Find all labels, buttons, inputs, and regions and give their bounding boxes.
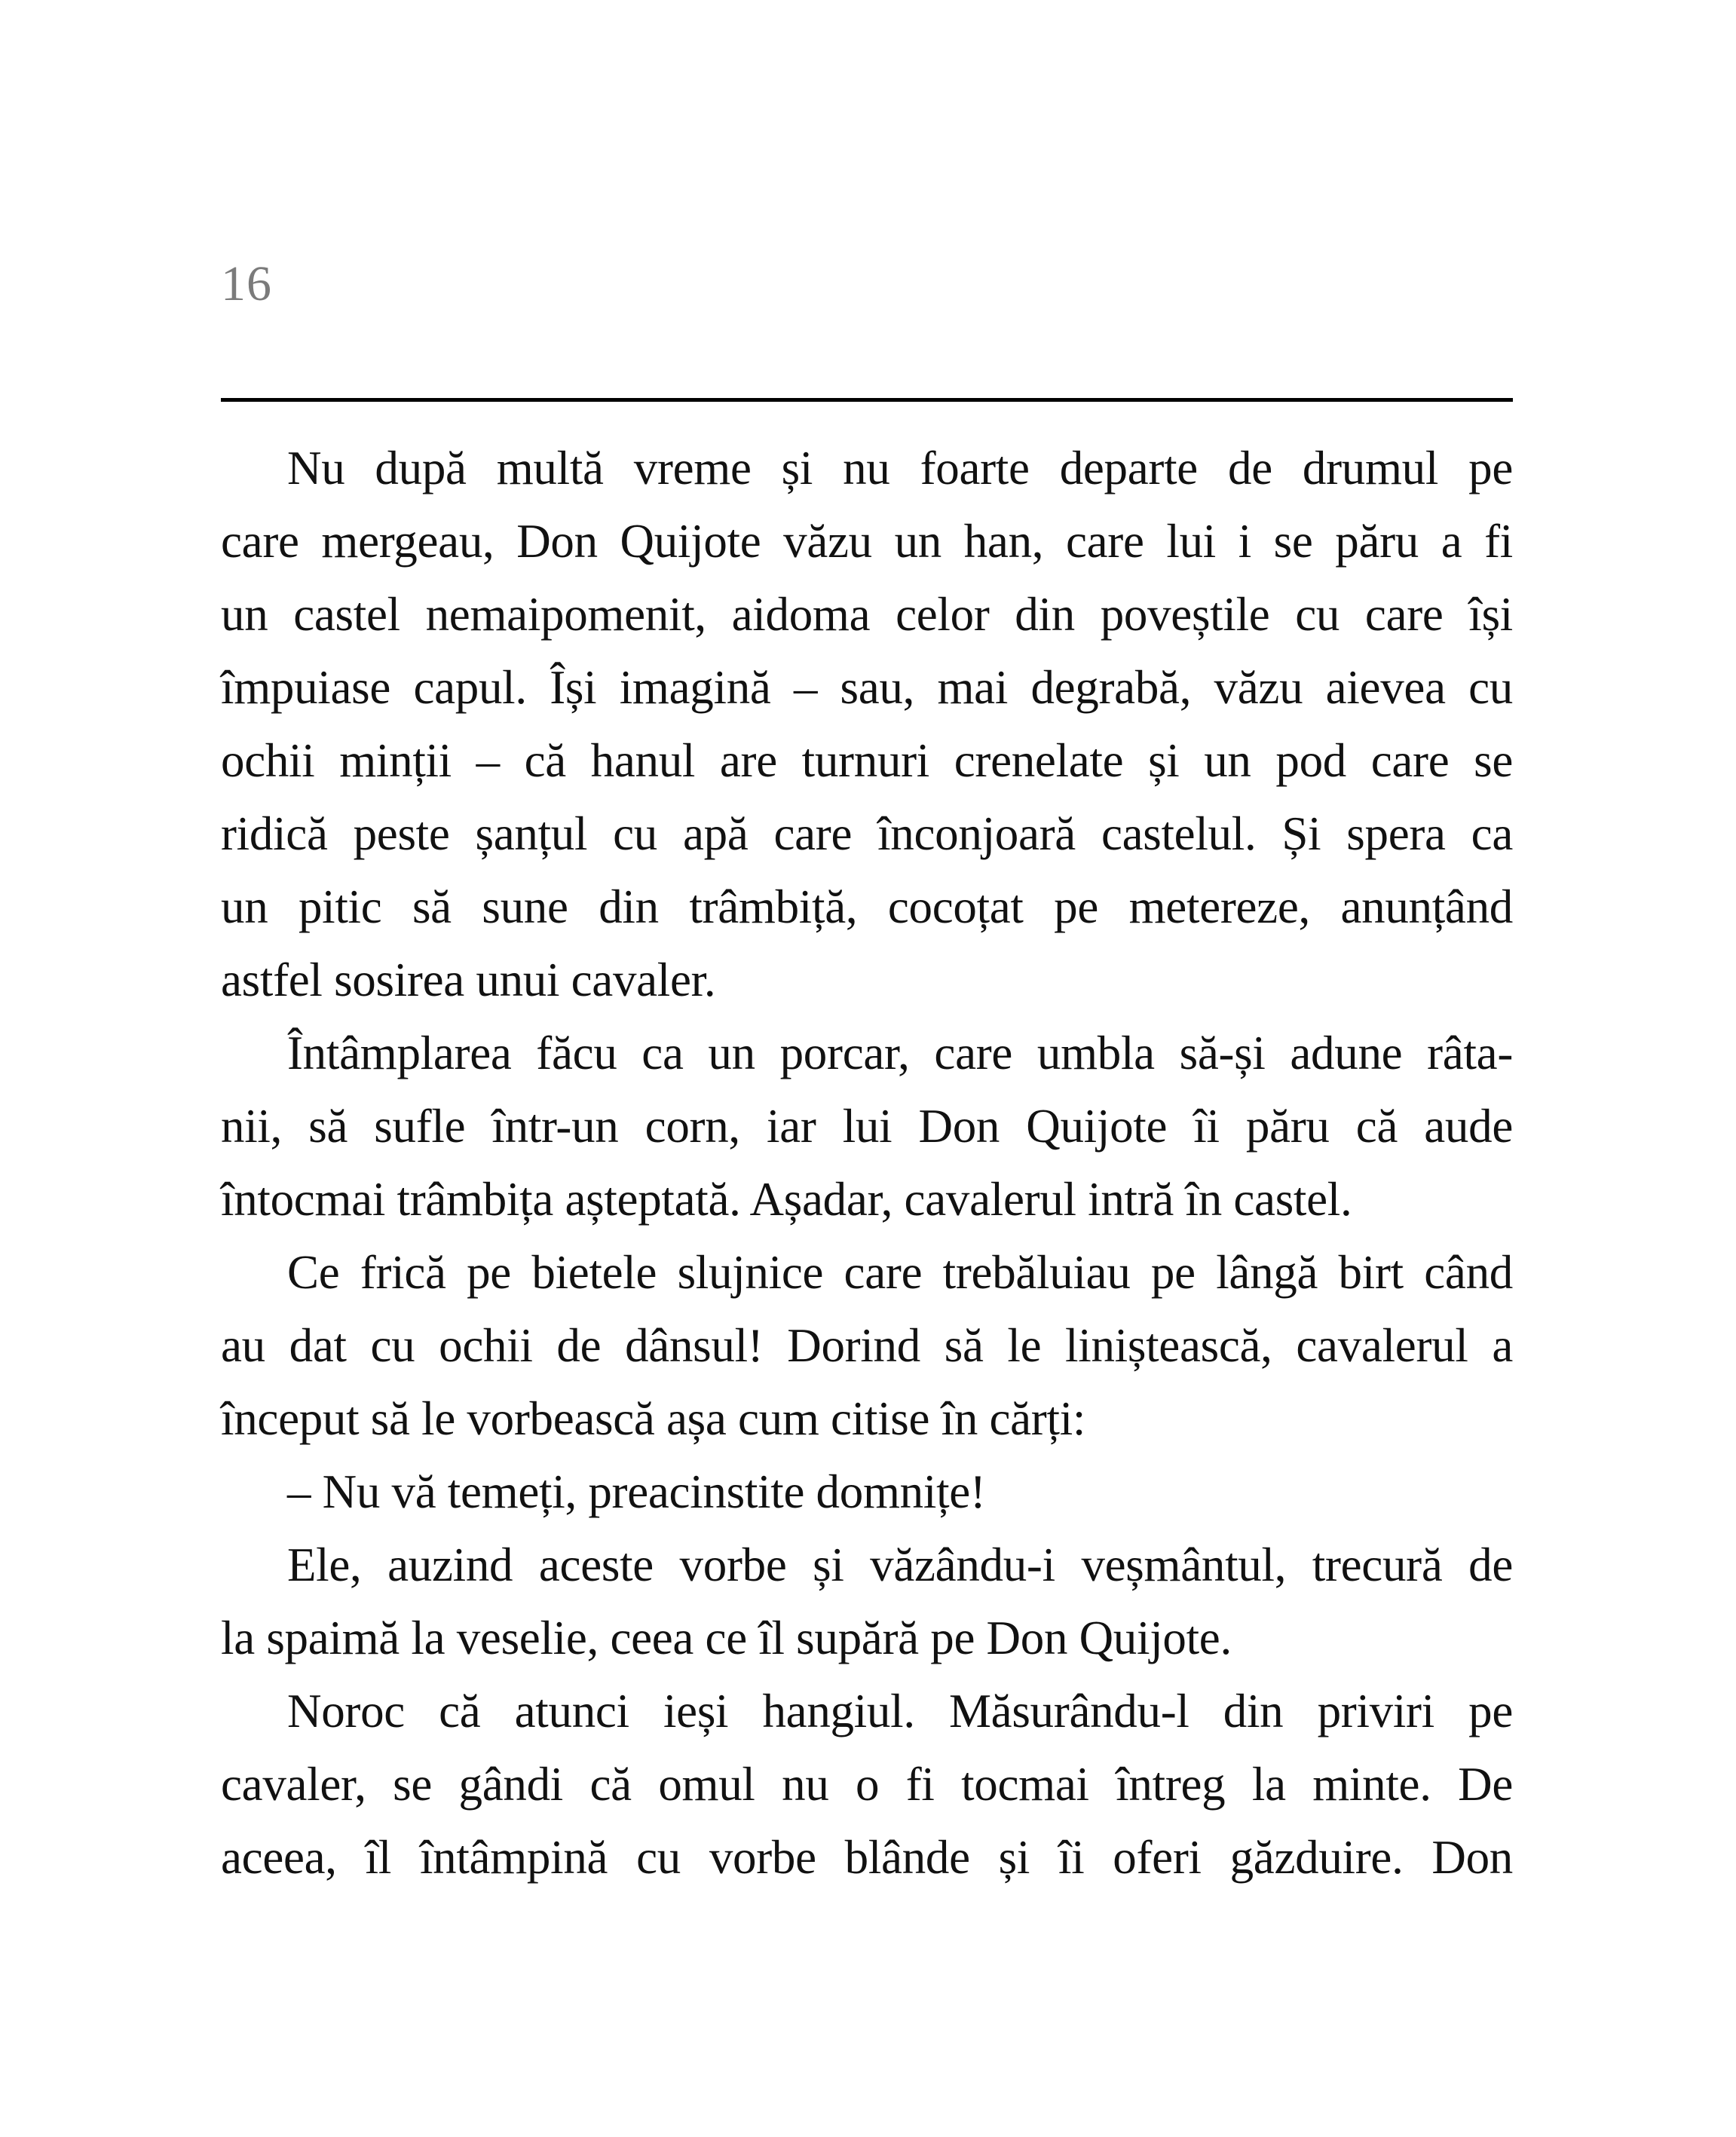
text-line: au dat cu ochii de dânsul! Dorind să le liniștească, cavalerul a [221,1319,1513,1372]
text-line: ridică peste șanțul cu apă care înconjoară castelul. Și spera ca [221,807,1513,860]
text-line: Întâmplarea făcu ca un porcar, care umbla să-și adune râta- [287,1027,1513,1079]
text-line: împuiase capul. Își imagină – sau, mai degrabă, văzu aievea cu [221,661,1513,714]
text-line: aceea, îl întâmpină cu vorbe blânde și îi oferi găzduire. Don [221,1831,1513,1884]
text-line: la spaimă la veselie, ceea ce îl supără pe Don Quijote. [221,1612,1232,1664]
text-line: ochii minții – că hanul are turnuri crenelate și un pod care se [221,734,1513,787]
text-line: Ele, auzind aceste vorbe și văzându-i veșmântul, trecură de [287,1538,1513,1591]
text-line: un pitic să sune din trâmbiță, cocoțat pe metereze, anunțând [221,880,1513,933]
text-line: Ce frică pe bietele slujnice care trebăluiau pe lângă birt când [287,1246,1513,1299]
text-line: început să le vorbească așa cum citise în cărți: [221,1392,1086,1445]
header-rule [221,398,1513,402]
page-number: 16 [221,256,272,311]
text-line: Noroc că atunci ieși hangiul. Măsurându-l din priviri pe [287,1685,1513,1737]
text-line: Nu după multă vreme și nu foarte departe de drumul pe [287,442,1513,494]
text-line: întocmai trâmbița așteptată. Așadar, cavalerul intră în castel. [221,1173,1352,1226]
text-line: nii, să sufle într-un corn, iar lui Don Quijote îi păru că aude [221,1100,1513,1153]
body-text [221,432,1513,1894]
text-line: cavaler, se gândi că omul nu o fi tocmai întreg la minte. De [221,1758,1513,1811]
text-line: un castel nemaipomenit, aidoma celor din poveștile cu care își [221,588,1513,641]
text-line: – Nu vă temeți, preacinstite domnițe! [287,1465,986,1518]
text-line: astfel sosirea unui cavaler. [221,954,716,1006]
text-line: care mergeau, Don Quijote văzu un han, care lui i se păru a fi [221,515,1513,568]
